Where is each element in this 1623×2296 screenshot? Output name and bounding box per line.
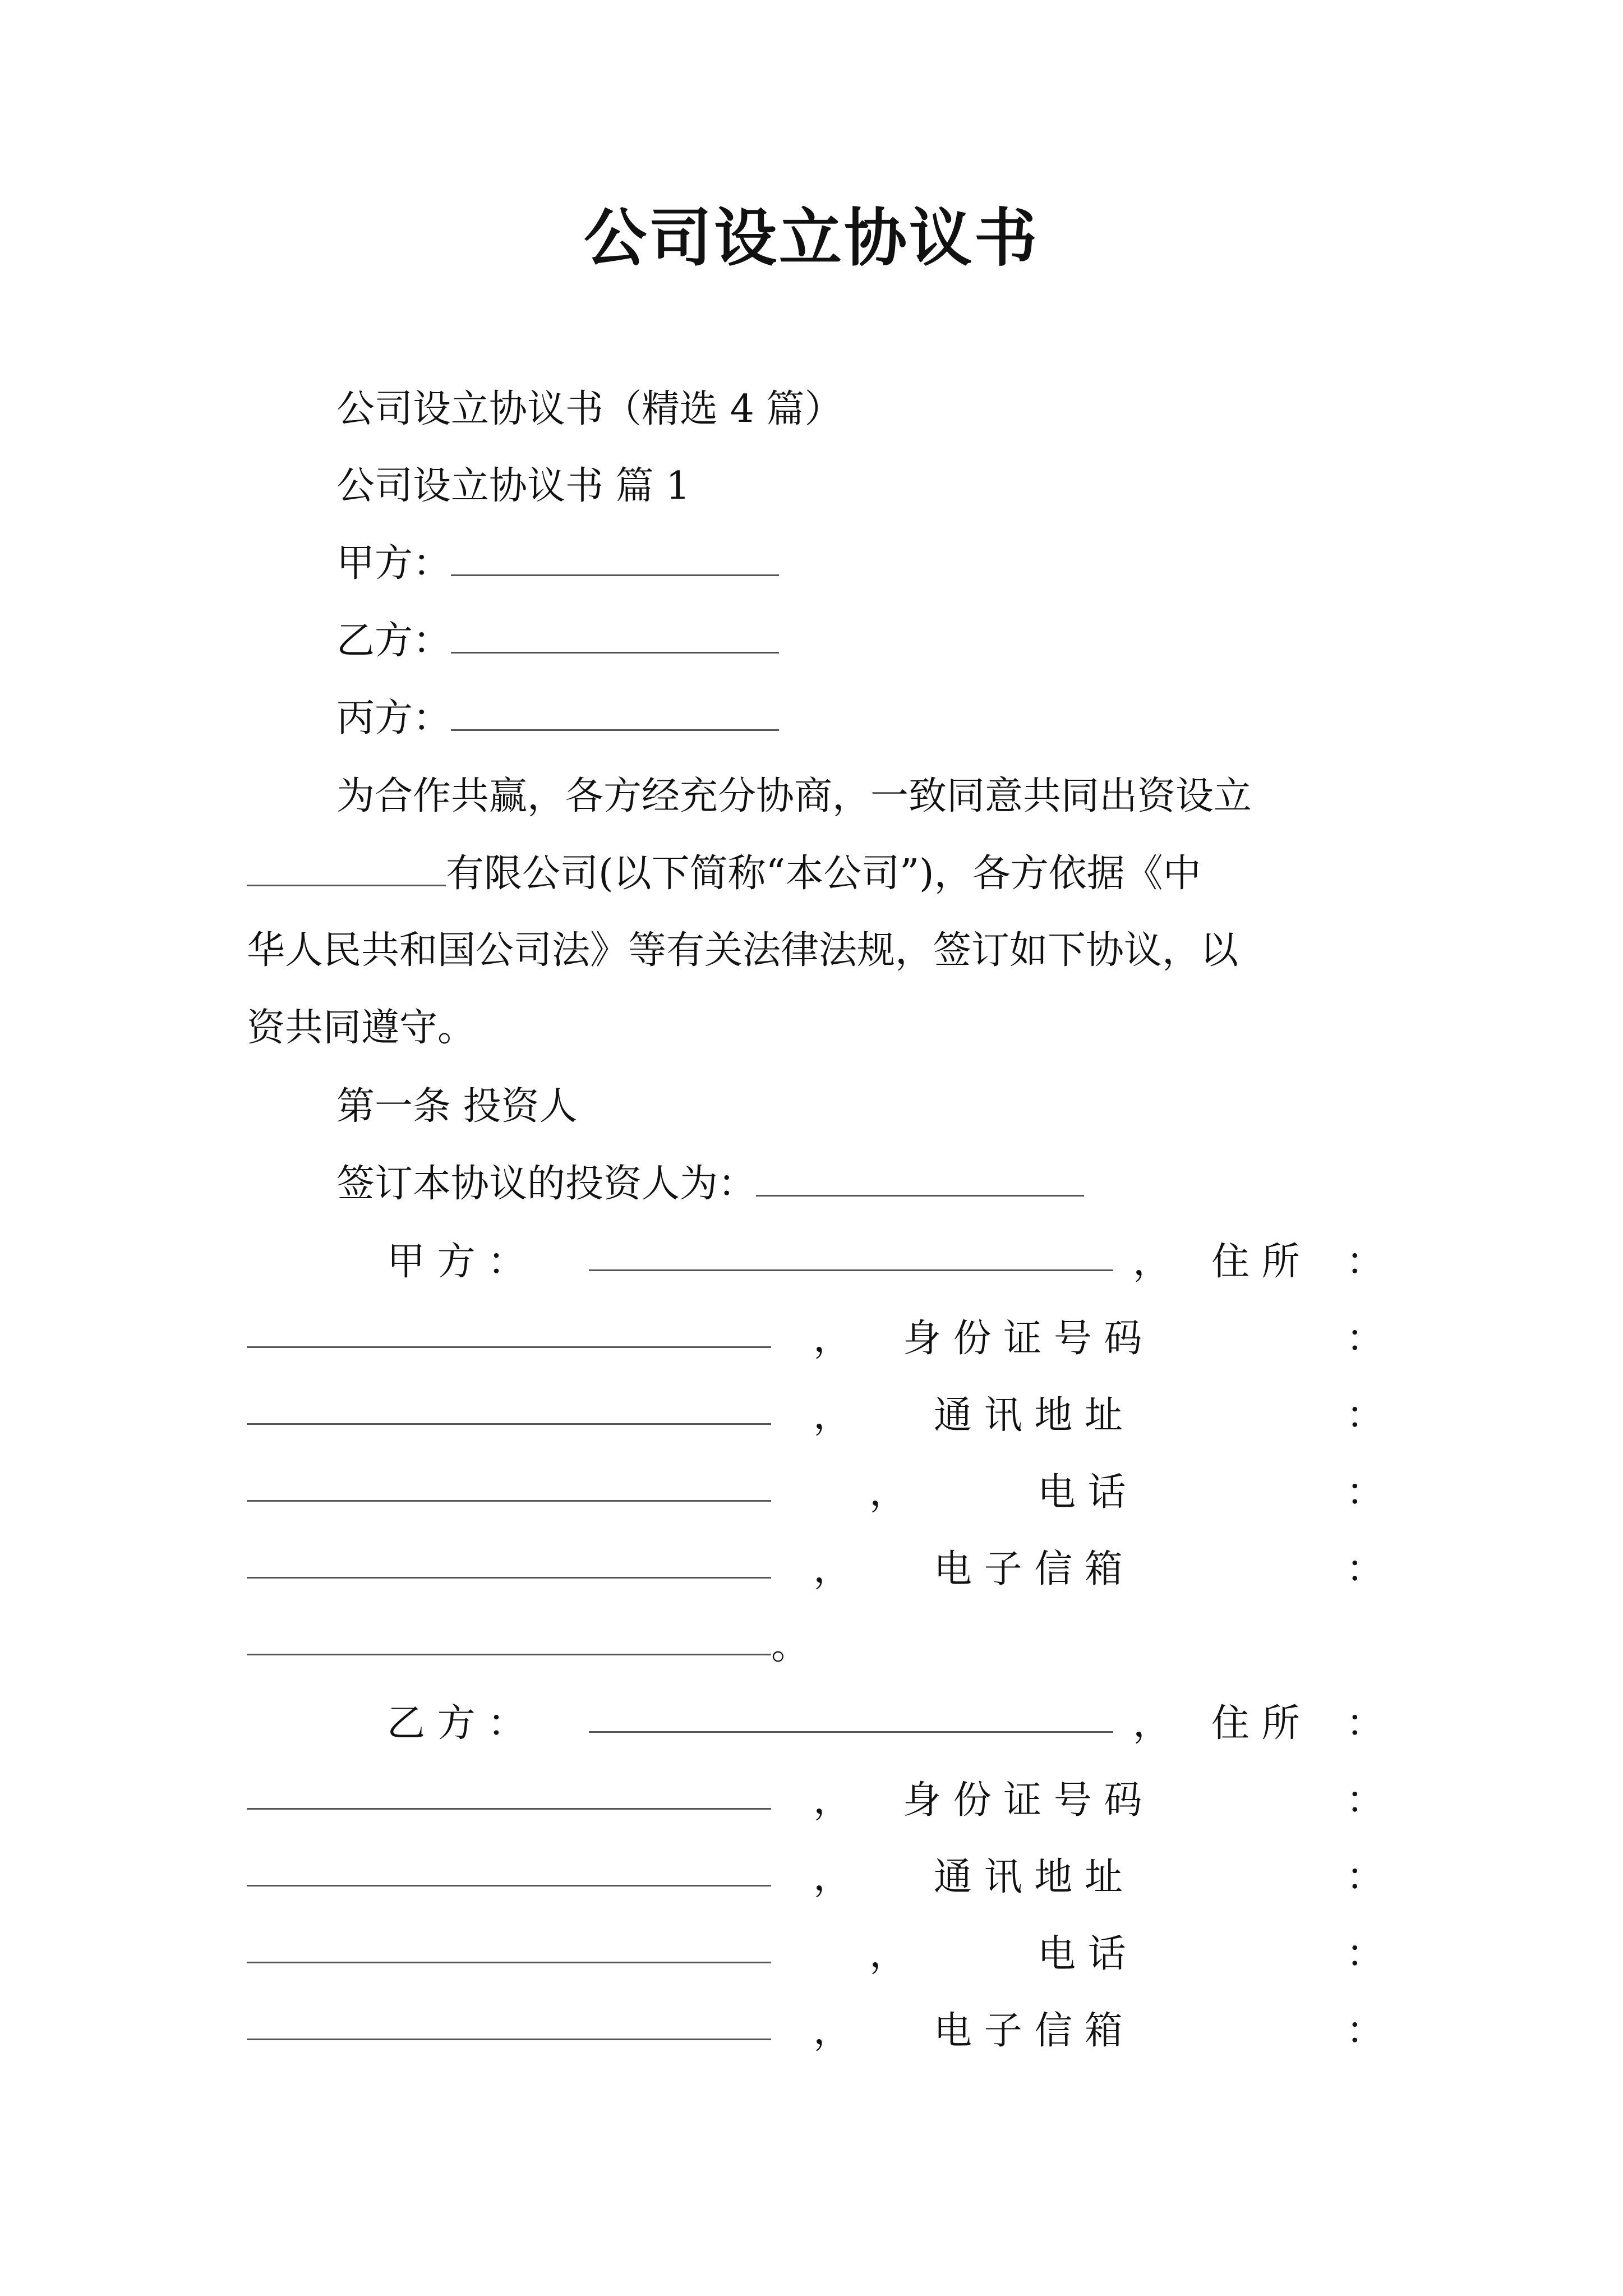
phone-label: 电 话 — [1038, 1932, 1126, 1976]
party-c-blank — [451, 694, 779, 731]
phone-blank — [247, 2039, 771, 2040]
party-c-line — [336, 688, 779, 749]
email-label: 电 子 信 箱 — [934, 2009, 1123, 2053]
phone-label: 电 话 — [1038, 1470, 1126, 1515]
party-b-line — [336, 610, 779, 672]
email-blank — [247, 1654, 771, 1655]
email-label: 电 子 信 箱 — [934, 1547, 1123, 1591]
party-b-id-line — [247, 1770, 1385, 1832]
party-a-name-blank — [589, 1269, 1113, 1271]
paragraph-line: 资共同遵守。 — [247, 1006, 476, 1050]
party-b-blank — [451, 617, 779, 654]
id-number-blank — [247, 1423, 771, 1425]
party-a-address-line — [247, 1385, 1385, 1447]
section-heading: 公司设立协议书 篇 1 — [336, 464, 690, 508]
party-a-blank — [451, 540, 779, 576]
comma: ， — [869, 1932, 908, 1976]
address-label: 通 讯 地 址 — [934, 1393, 1123, 1438]
colon: ： — [1346, 1240, 1385, 1284]
comma: ， — [813, 2009, 852, 2053]
party-b-email-line — [247, 2000, 1385, 2062]
colon: ： — [1346, 2009, 1385, 2053]
address-label: 通 讯 地 址 — [934, 1855, 1123, 1899]
comma: ， — [813, 1855, 852, 1899]
investors-line — [336, 1153, 1084, 1215]
party-a-label: 甲方： — [336, 541, 451, 586]
id-number-blank — [247, 1885, 771, 1887]
colon: ： — [1346, 1547, 1385, 1591]
party-a-id-line — [247, 1308, 1385, 1370]
paragraph-line: 华人民共和国公司法》等有关法律法规，签订如下协议，以 — [247, 928, 1239, 973]
comma: ， — [869, 1470, 908, 1515]
id-number-label: 身 份 证 号 码 — [903, 1778, 1142, 1823]
residence-label: 住 所 — [1211, 1701, 1300, 1746]
comma: ， — [813, 1547, 852, 1591]
residence-blank — [247, 1346, 771, 1348]
paragraph-line — [247, 843, 1201, 905]
party-b-phone-line — [247, 1924, 1385, 1985]
residence-blank — [247, 1808, 771, 1810]
party-b-info-label: 乙 方 ： — [387, 1701, 526, 1746]
subtitle: 公司设立协议书（精选 4 篇） — [336, 387, 843, 431]
party-a-info-line — [247, 1231, 1385, 1293]
colon: ： — [1346, 1778, 1385, 1823]
paragraph-line: 为合作共赢，各方经充分协商，一致同意共同出资设立 — [336, 774, 1252, 818]
party-b-address-line — [247, 1847, 1385, 1908]
colon: ： — [1346, 1701, 1385, 1746]
party-a-phone-line — [247, 1462, 1385, 1524]
colon: ： — [1346, 1470, 1385, 1515]
party-c-label: 丙方： — [336, 696, 451, 740]
comma: ， — [1133, 1240, 1172, 1284]
party-a-email-line — [247, 1539, 1385, 1600]
colon: ： — [1346, 1317, 1385, 1361]
comma: ， — [813, 1778, 852, 1823]
party-a-line — [336, 533, 779, 595]
period: 。 — [771, 1624, 810, 1668]
id-number-label: 身 份 证 号 码 — [903, 1317, 1142, 1361]
party-a-info-label: 甲 方 ： — [387, 1240, 526, 1284]
company-name-blank — [247, 850, 446, 886]
paragraph-text: 有限公司(以下简称“本公司”)，各方依据《中 — [446, 852, 1201, 896]
address-blank — [247, 1500, 771, 1502]
colon: ： — [1346, 1855, 1385, 1899]
party-b-info-line — [247, 1693, 1385, 1755]
investors-blank — [756, 1160, 1084, 1197]
residence-label: 住 所 — [1211, 1240, 1300, 1284]
colon: ： — [1346, 1393, 1385, 1438]
comma: ， — [813, 1317, 852, 1361]
party-b-label: 乙方： — [336, 619, 451, 663]
article-heading: 第一条 投资人 — [336, 1084, 578, 1129]
colon: ： — [1346, 1932, 1385, 1976]
document-title: 公司设立协议书 — [584, 201, 1039, 275]
party-b-name-blank — [589, 1731, 1113, 1733]
investors-label: 签订本协议的投资人为： — [336, 1162, 757, 1206]
comma: ， — [813, 1393, 852, 1438]
phone-blank — [247, 1577, 771, 1579]
party-a-email-blank-line — [247, 1616, 1372, 1677]
address-blank — [247, 1962, 771, 1963]
comma: ， — [1133, 1701, 1172, 1746]
